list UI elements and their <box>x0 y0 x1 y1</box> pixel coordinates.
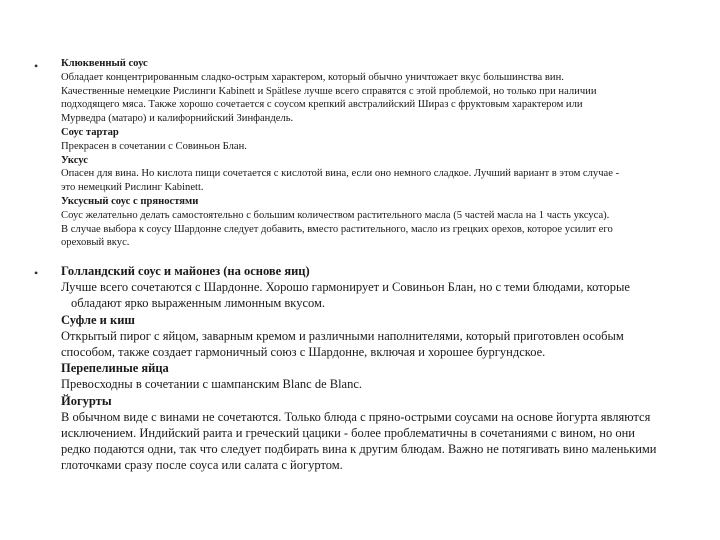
bullet-marker: • <box>34 59 39 73</box>
heading-tartar-sauce: Соус тартар <box>61 126 119 138</box>
paragraph-line: Соус желательно делать самостоятельно с большим количеством растительного масла (5 частей масла на 1 часть уксуса). <box>61 209 610 221</box>
sauce-notes-block <box>61 57 697 250</box>
heading-cranberry-sauce: Клюквенный соус <box>61 58 148 69</box>
paragraph-line: глоточками сразу после соуса или салата с йогуртом. <box>61 458 343 473</box>
egg-dishes-block <box>61 263 697 474</box>
paragraph-line: Лучше всего сочетаются с Шардонне. Хорошо гармонирует и Совиньон Блан, но с теми блюдами, которые <box>61 280 630 295</box>
paragraph-line: исключением. Индийский раита и греческий цацики - более проблематичны в сочетаниями с вином, но они <box>61 426 635 441</box>
heading-vinegar: Уксус <box>61 154 88 166</box>
paragraph-line: это немецкий Рислинг Kabinett. <box>61 182 204 194</box>
paragraph-line: Мурведра (матаро) и калифорнийский Зинфандель. <box>61 113 294 125</box>
paragraph-line: Открытый пирог с яйцом, заварным кремом и различными наполнителями, который приготовлен особым <box>61 328 624 343</box>
paragraph-line: Превосходны в сочетании с шампанским Blanc de Blanc. <box>61 377 363 392</box>
heading-quail-eggs: Перепелиные яйца <box>61 361 169 376</box>
paragraph-line: Опасен для вина. Но кислота пищи сочетается с кислотой вина, если оно немного сладкое. Лучший вариант в этом случае - <box>61 168 620 180</box>
paragraph-line: способом, также создает гармоничный союз с Шардонне, включая и хорошее бургундское. <box>61 345 546 360</box>
paragraph-line: Прекрасен в сочетании с Совиньон Блан. <box>61 140 247 152</box>
paragraph-line: редко подаются одни, так что следует подбирать вина к другим блюдам. Важно не потягивать вино маленькими <box>61 442 657 457</box>
heading-yogurts: Йогурты <box>61 393 112 408</box>
heading-souffle-quiche: Суфле и киш <box>61 312 135 327</box>
paragraph-line: подходящего мяса. Также хорошо сочетается с соусом крепкий австралийский Шираз с фруктовым характером или <box>61 99 583 111</box>
paragraph-line: Качественные немецкие Рислинги Kabinett и Spätlese лучше всего справятся с этой проблемой, но только при наличии <box>61 85 597 97</box>
heading-hollandaise-mayonnaise: Голландский соус и майонез (на основе яиц) <box>61 264 310 278</box>
heading-spiced-vinegar-sauce: Уксусный соус с пряностями <box>61 195 199 207</box>
paragraph-line: Обладает концентрированным сладко-острым характером, который обычно уничтожает вкус большинства вин. <box>61 71 564 83</box>
paragraph-line: обладают ярко выраженным лимонным вкусом. <box>71 296 326 311</box>
bullet-marker: • <box>34 266 39 280</box>
paragraph-line: В случае выбора к соусу Шардонне следует добавить, вместо растительного, масло из грецких орехов, которое усилит его <box>61 223 613 235</box>
paragraph-line: В обычном виде с винами не сочетаются. Только блюда с пряно-острыми соусами на основе йогурта являются <box>61 409 651 424</box>
paragraph-line: ореховый вкус. <box>61 237 130 249</box>
